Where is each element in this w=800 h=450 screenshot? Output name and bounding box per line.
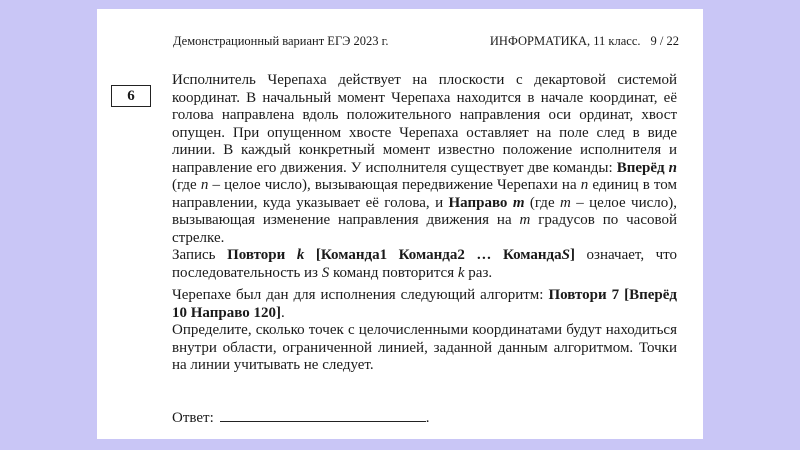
p3-text-2: . [280, 304, 285, 321]
task-paragraph-3 [172, 287, 677, 322]
page-number: 9 / 22 [650, 34, 679, 48]
algorithm: Повтори 7 [Вперёд 10 Направо 120] [172, 287, 677, 321]
p2-text-3: команд повторится [329, 264, 458, 281]
p1-text-1: Исполнитель Черепаха действует на плоскости с декартовой системой координат. В начальный момент Черепаха находится в начале координат, её голова направлена вдоль положительного направления оси ординат, хвост опущен. При опущенном хвосте Черепаха оставляет на поле след в виде линии. В каждый конкретный момент известно положение исполнителя и направление его движения. У исполнителя существует две команды: [172, 72, 677, 176]
var-m: m [519, 212, 531, 228]
repeat-keyword: Повтори [227, 247, 286, 263]
exam-title: Демонстрационный вариант ЕГЭ 2023 г. [173, 34, 389, 48]
task-number-box: 6 [111, 85, 151, 107]
p1-text-2: (где [172, 177, 201, 193]
var-k: k [296, 247, 305, 263]
answer-end: . [425, 410, 430, 426]
task-question: Определите, сколько точек с целочисленными координатами будут находиться внутри области, ограниченной линией, заданной данным алгоритмом. Точки на линии учитывать не следует. [172, 322, 677, 373]
bracket-close: ] [569, 247, 575, 263]
p2-text-2: означает, что последовательность из [172, 247, 678, 281]
p1-text-6: – целое число), вызывающая изменение направления движения на [172, 194, 677, 228]
p3-text-1: Черепахе был дан для исполнения следующий алгоритм: [172, 287, 549, 303]
p1-text-7: градусов по часовой стрелке. [172, 212, 677, 246]
p1-text-5: (где [524, 194, 560, 211]
subject-label: ИНФОРМАТИКА, 11 класс. [489, 34, 641, 48]
forward-command: Вперёд [616, 159, 665, 176]
var-n: n [200, 177, 209, 193]
p2-text-4: раз. [464, 264, 493, 281]
p2-text-1: Запись [172, 247, 228, 263]
var-s: S [561, 247, 570, 263]
header-right [490, 34, 679, 49]
task-paragraph-1 [172, 72, 677, 247]
task-paragraph-2 [172, 247, 677, 282]
var-n: n [668, 159, 677, 176]
p1-text-4: единиц в том направлении, куда указывает её голова, и [172, 177, 677, 211]
var-m: m [560, 194, 571, 211]
task-text [172, 72, 677, 375]
answer-label: Ответ: [172, 410, 214, 426]
var-k: k [457, 264, 465, 281]
p1-text-3: – целое число), вызывающая передвижение Черепахи на [208, 177, 581, 193]
var-n: n [580, 177, 589, 193]
command-list: [Команда1 Команда2 … Команда [315, 247, 562, 263]
right-command: Направо [448, 194, 508, 211]
answer-row [172, 408, 430, 427]
var-s: S [321, 264, 330, 281]
exam-page [97, 9, 703, 439]
answer-line [220, 408, 426, 422]
var-m: m [512, 194, 525, 211]
